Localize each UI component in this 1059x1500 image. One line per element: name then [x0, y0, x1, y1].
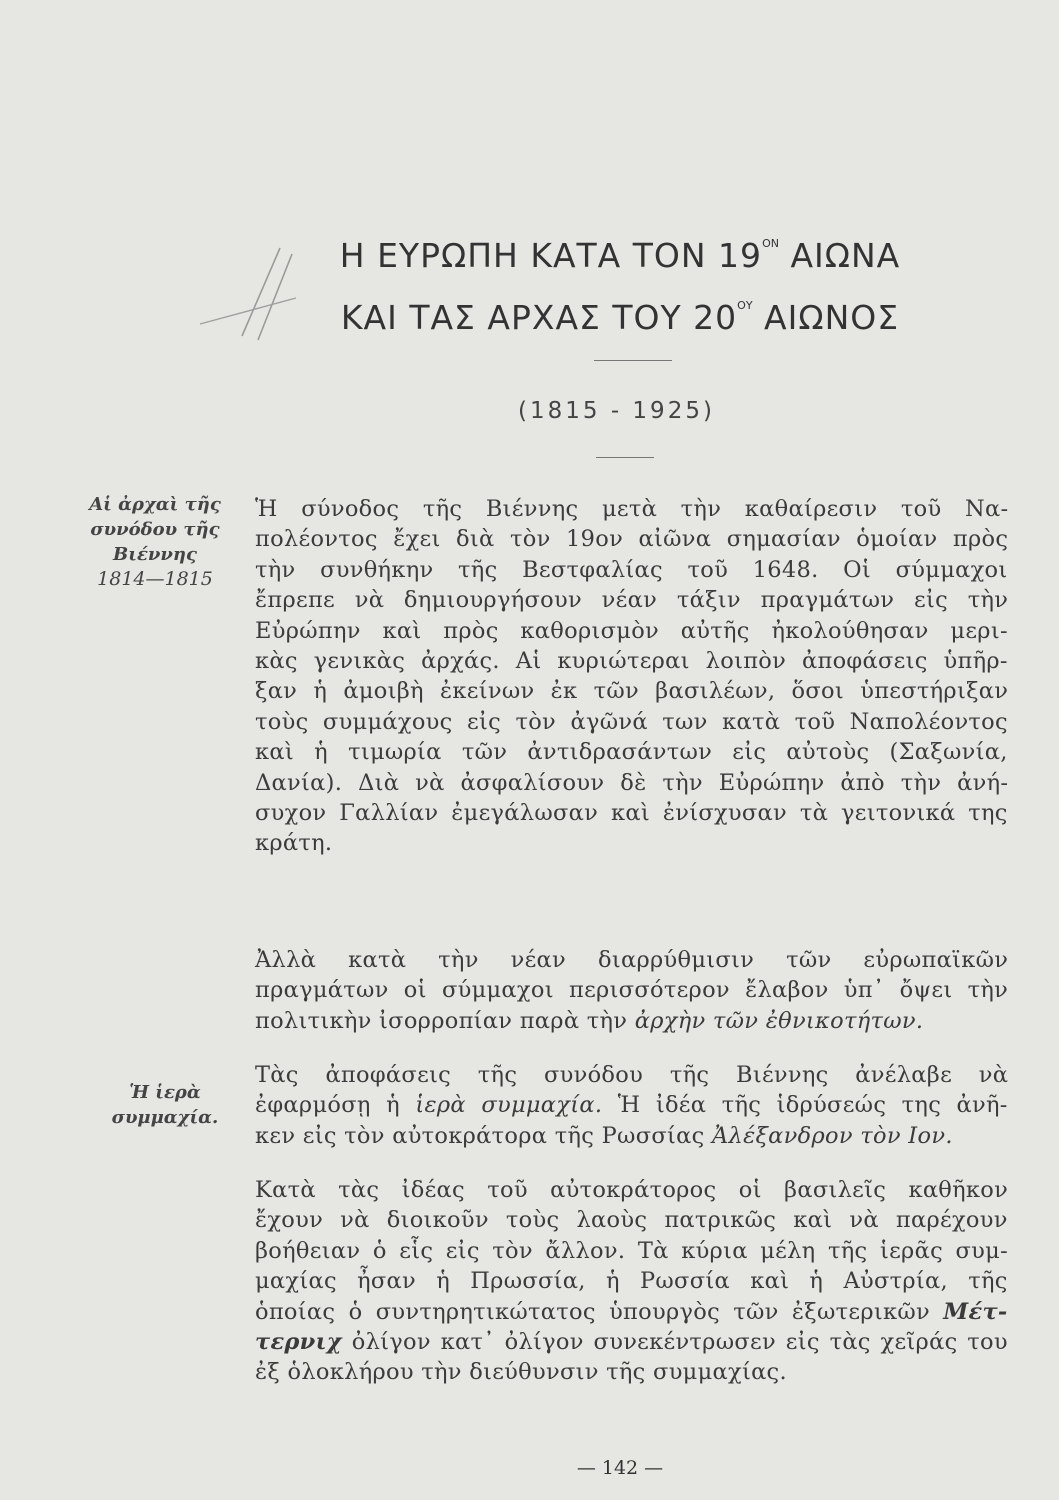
margin-note-holy-alliance	[80, 1080, 250, 1130]
paragraph-3	[255, 1060, 1008, 1151]
page-number: — 142 —	[576, 1457, 664, 1479]
paragraph-2	[255, 945, 1008, 1036]
text-line: τερνιχ ὀλίγον κατ᾽ ὀλίγον συνεκέντρωσεν εἰς τὰς χεῖράς του	[255, 1329, 1008, 1356]
text-line: μαχίας ἦσαν ἡ Πρωσσία, ἡ Ρωσσία καὶ ἡ Αὐστρία, τῆς	[255, 1268, 1008, 1295]
text-line: ἐφαρμόσῃ ἡ ἱερὰ συμμαχία. Ἡ ἰδέα τῆς ἱδρύσεώς της ἀνῆ-	[255, 1092, 1008, 1119]
text-line: τοὺς συμμάχους εἰς τὸν ἀγῶνά των κατὰ τοῦ Ναπολέοντος	[255, 708, 1008, 735]
text-line: τὴν συνθήκην τῆς Βεστφαλίας τοῦ 1648. Οἱ σύμμαχοι	[255, 556, 1008, 583]
emphasis-metternich: Μέτ-	[943, 1298, 1008, 1325]
margin-note-line: συμμαχία.	[111, 1107, 219, 1128]
text-line: Εὐρώπην καὶ πρὸς καθορισμὸν αὐτῆς ἠκολούθησαν μερι-	[255, 617, 1008, 644]
text-line: Τὰς ἀποφάσεις τῆς συνόδου τῆς Βιέννης ἀνέλαβε νὰ	[255, 1062, 1009, 1088]
text-line: κὰς γενικὰς ἀρχάς. Αἱ κυριώτεραι λοιπὸν ἀποφάσεις ὑπῆρ-	[255, 648, 1008, 675]
text-line: Δανία). Διὰ νὰ ἀσφαλίσουν δὲ τὴν Εὐρώπην ἀπὸ τὴν ἀνή-	[255, 769, 1009, 796]
text-line: ξαν ἡ ἀμοιβὴ ἐκείνων ἐκ τῶν βασιλέων, ὅσοι ὑπεστήριξαν	[255, 678, 1009, 705]
text-line: καὶ ἡ τιμωρία τῶν ἀντιδρασάντων εἰς αὐτοὺς (Σαξωνία,	[255, 739, 1008, 766]
text-line: ὁποίας ὁ συντηρητικώτατος ὑπουργὸς τῶν ἐξωτερικῶν Μέτ-	[255, 1298, 1008, 1325]
margin-note-line: Βιέννης	[113, 544, 197, 565]
emphasis-nationalities: ἀρχὴν τῶν ἐθνικοτήτων.	[634, 1007, 924, 1034]
emphasis-alexander: Ἀλέξανδρον τὸν Ιον.	[711, 1122, 953, 1149]
date-range: (1815 - 1925)	[518, 398, 715, 424]
margin-note-line: συνόδου τῆς	[90, 519, 220, 540]
text-line: Ἀλλὰ κατὰ τὴν νέαν διαρρύθμισιν τῶν εὐρωπαϊκῶν	[255, 947, 1009, 973]
text-line: κράτη.	[255, 830, 333, 857]
text-line: συχον Γαλλίαν ἐμεγάλωσαν καὶ ἐνίσχυσαν τὰ γειτονικά της	[255, 800, 1008, 827]
divider	[596, 457, 654, 458]
divider	[594, 360, 672, 361]
text-line: κεν εἰς τὸν αὐτοκράτορα τῆς Ρωσσίας Ἀλέξανδρον τὸν Ιον.	[255, 1122, 953, 1149]
text-line: ἐξ ὁλοκλήρου τὴν διεύθυνσιν τῆς συμμαχίας.	[255, 1359, 787, 1386]
text-line: βοήθειαν ὁ εἷς εἰς τὸν ἄλλον. Τὰ κύρια μέλη τῆς ἱερᾶς συμ-	[255, 1237, 1008, 1264]
margin-note-line: Ἡ ἱερὰ	[129, 1082, 201, 1103]
text-line: πραγμάτων οἱ σύμμαχοι περισσότερον ἔλαβον ὑπ᾽ ὄψει τὴν	[255, 977, 1009, 1004]
text-line: Κατὰ τὰς ἰδέας τοῦ αὐτοκράτορος οἱ βασιλεῖς καθῆκον	[255, 1177, 1009, 1203]
text-line: πολέοντος ἔχει διὰ τὸν 19ον αἰῶνα σημασίαν ὁμοίαν πρὸς	[255, 526, 1009, 553]
text-line: Ἡ σύνοδος τῆς Βιέννης μετὰ τὴν καθαίρεσιν τοῦ Να-	[255, 496, 1009, 522]
heading-line-2: ΚΑΙ ΤΑΣ ΑΡΧΑΣ ΤΟΥ $20^{O\Upsilon}$ ΑΙΩΝΟΣ	[340, 298, 900, 337]
emphasis-holy-alliance: ἱερὰ συμμαχία.	[415, 1092, 603, 1119]
margin-note-line: 1814—1815	[97, 568, 213, 590]
heading-line-1: Η ΕΥΡΩΠΗ ΚΑΤΑ ΤΟΝ $19^{ON}$ ΑΙΩΝΑ	[339, 236, 901, 275]
text-line: ἔπρεπε νὰ δημιουργήσουν νέαν τάξιν πραγμάτων εἰς τὴν	[255, 587, 1009, 614]
emphasis-metternich: τερνιχ	[255, 1329, 342, 1356]
text-line: ἔχουν νὰ διοικοῦν τοὺς λαοὺς πατρικῶς καὶ νὰ παρέχουν	[255, 1207, 1008, 1234]
text-line: πολιτικὴν ἰσορροπίαν παρὰ τὴν ἀρχὴν τῶν ἐθνικοτήτων.	[255, 1007, 924, 1034]
margin-note-vienna-congress	[70, 492, 240, 592]
paragraph-1	[255, 494, 1008, 859]
margin-note-line: Αἱ ἀρχαὶ τῆς	[89, 494, 221, 515]
paragraph-4	[255, 1175, 1008, 1388]
